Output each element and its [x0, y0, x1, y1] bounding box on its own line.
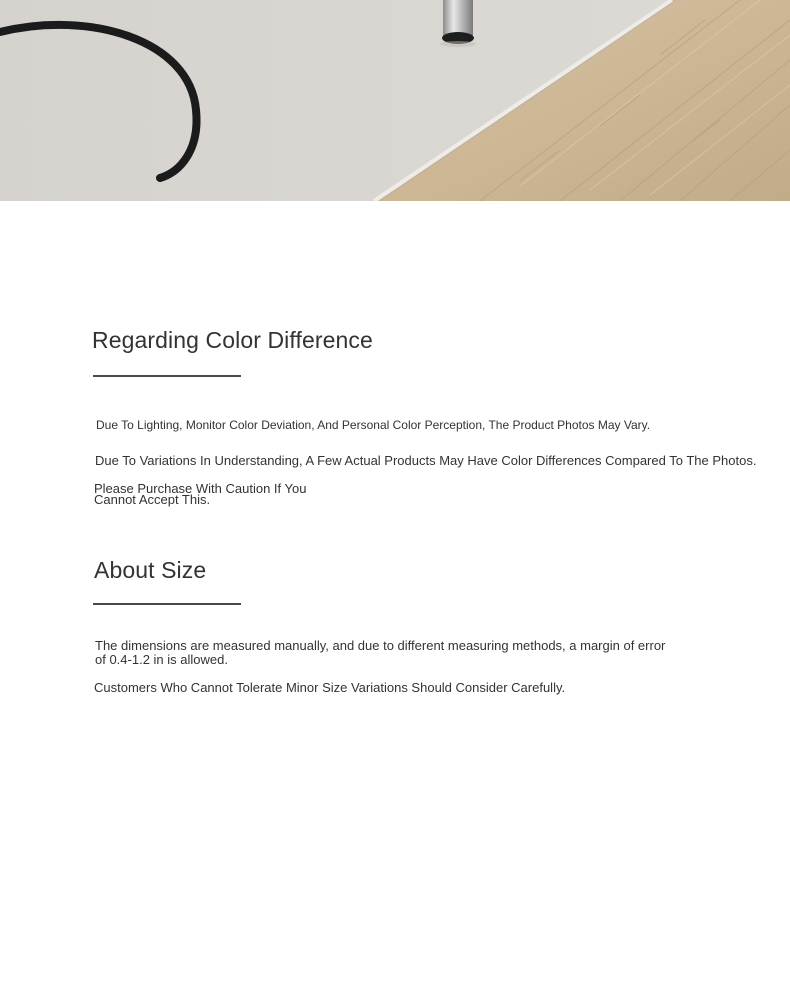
color-difference-title: Regarding Color Difference: [92, 327, 373, 353]
caution-note-line2: Cannot Accept This.: [94, 492, 211, 507]
hero-product-photo: [0, 0, 790, 201]
color-lighting-note: Due To Lighting, Monitor Color Deviation, And Personal Color Perception, The Product Photos May Vary.: [96, 418, 651, 432]
title-underline: [93, 375, 241, 377]
title-underline: [93, 603, 241, 605]
size-measure-note-line1: The dimensions are measured manually, and due to different measuring methods, a margin of error: [95, 638, 666, 653]
floor-scene-illustration: [0, 0, 790, 201]
size-measure-note-line2: of 0.4-1.2 in is allowed.: [95, 652, 228, 667]
caution-note-line1: Please Purchase With Caution If You: [94, 481, 307, 496]
about-size-title: About Size: [94, 557, 207, 583]
size-consider-note: Customers Who Cannot Tolerate Minor Size Variations Should Consider Carefully.: [94, 680, 566, 695]
color-variation-note: Due To Variations In Understanding, A Few Actual Products May Have Color Differences Compared To The Photos.: [95, 453, 757, 468]
